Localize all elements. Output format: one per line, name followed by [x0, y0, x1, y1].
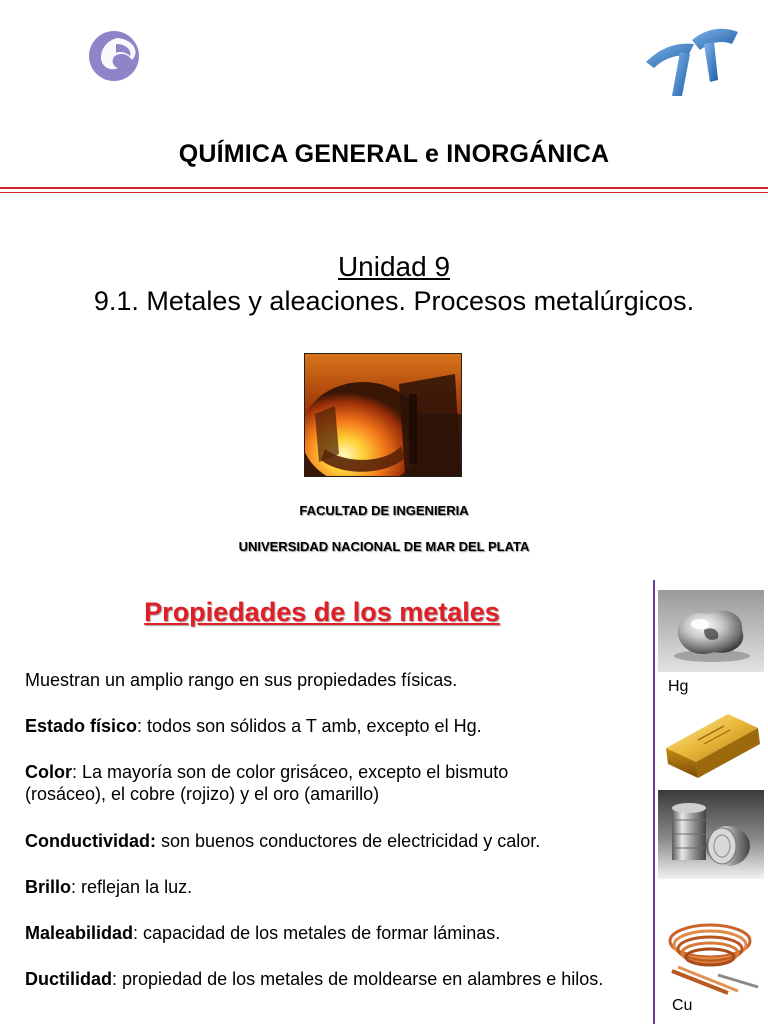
property-separator: :	[137, 716, 148, 736]
mercury-photo	[658, 590, 764, 672]
property-text: reflejan la luz.	[81, 877, 193, 897]
property-separator: :	[72, 762, 83, 782]
faculty-name: FACULTAD DE INGENIERIA	[299, 503, 469, 518]
copper-caption: Cu	[672, 997, 693, 1014]
property-separator: :	[112, 969, 123, 989]
unit-subtitle: 9.1. Metales y aleaciones. Procesos metalúrgicos.	[93, 286, 695, 316]
property-text: son buenos conductores de electricidad y calor.	[161, 831, 541, 851]
property-term: Conductividad:	[25, 831, 156, 851]
header-divider	[0, 187, 768, 189]
property-term: Color	[25, 762, 72, 782]
vertical-divider	[653, 580, 655, 1024]
property-separator: :	[133, 923, 144, 943]
unit-title: Unidad 9	[337, 251, 451, 282]
copper-wire-photo	[658, 905, 764, 997]
property-ductilidad	[25, 968, 645, 990]
property-term: Ductilidad	[25, 969, 113, 989]
property-term: Maleabilidad	[25, 923, 134, 943]
property-term: Brillo	[25, 877, 72, 897]
university-name: UNIVERSIDAD NACIONAL DE MAR DEL PLATA	[238, 539, 530, 554]
property-color	[25, 761, 535, 805]
property-maleabilidad	[25, 922, 650, 944]
course-title: QUÍMICA GENERAL e INORGÁNICA	[178, 140, 610, 168]
intro-paragraph: Muestran un amplio rango en sus propiedades físicas.	[25, 670, 458, 690]
property-conductividad	[25, 830, 650, 852]
property-term: Estado físico	[25, 716, 138, 736]
mercury-caption: Hg	[668, 678, 689, 695]
property-text: La mayoría son de color grisáceo, excepto el bismuto (rosáceo), el cobre (rojizo) y el oro (amarillo)	[25, 762, 509, 804]
section-title: Propiedades de los metales	[144, 597, 500, 627]
tin-cans-photo	[658, 790, 764, 879]
property-text: capacidad de los metales de formar láminas.	[143, 923, 501, 943]
property-text: todos son sólidos a T amb, excepto el Hg.	[147, 716, 482, 736]
faculty-logo-icon	[642, 22, 742, 102]
furnace-photo	[304, 353, 462, 477]
property-estado-fisico	[25, 715, 650, 737]
university-logo-icon	[88, 30, 144, 82]
property-separator: :	[71, 877, 82, 897]
property-text: propiedad de los metales de moldearse en alambres e hilos.	[122, 969, 604, 989]
property-brillo	[25, 876, 650, 898]
header-divider-thin	[0, 192, 768, 193]
gold-bar-photo	[658, 700, 764, 780]
